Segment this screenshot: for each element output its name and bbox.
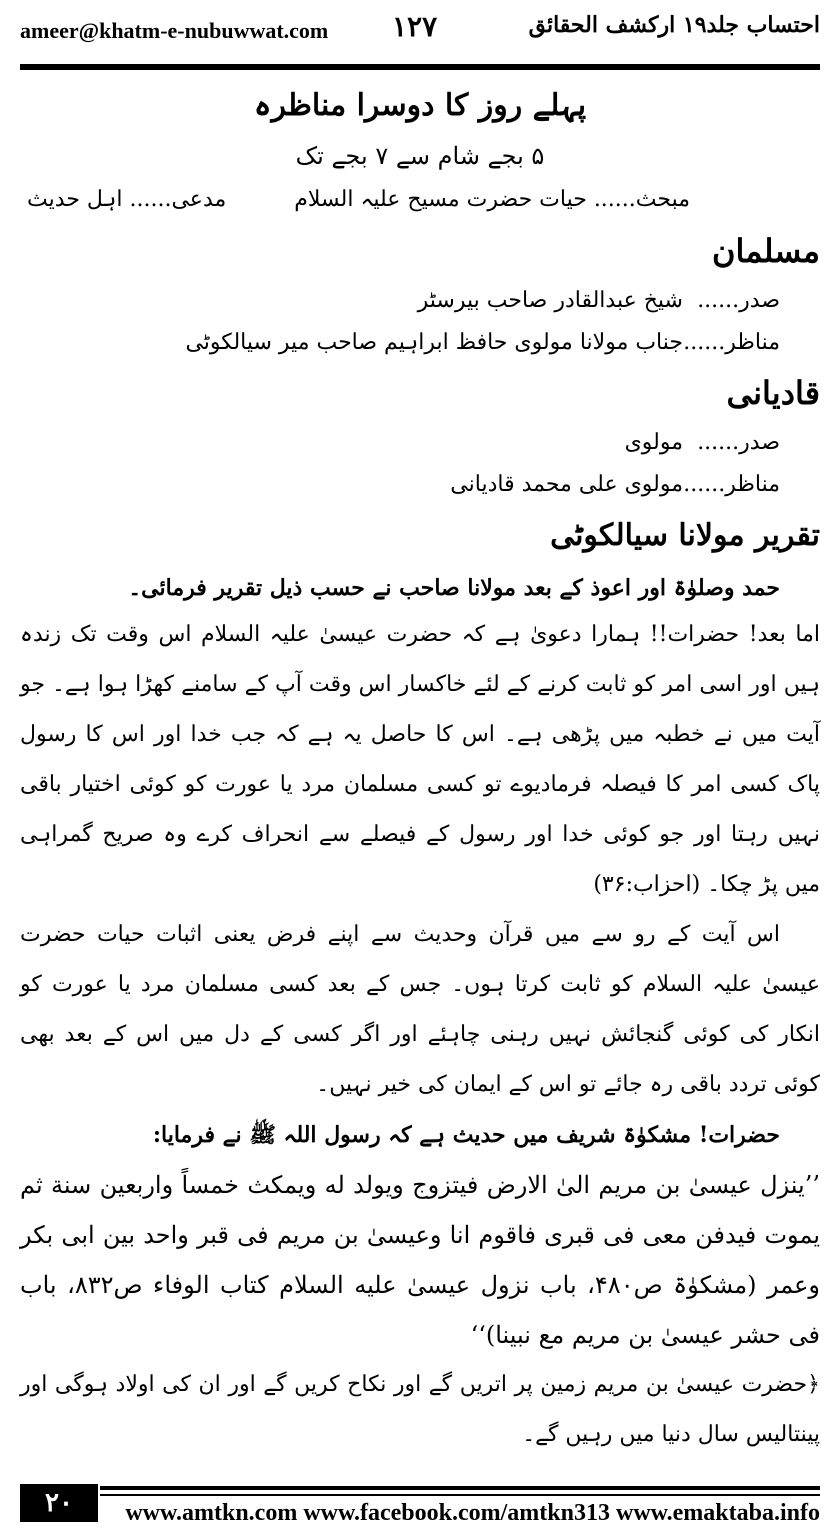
qadiani-president-value: مولوی [624, 430, 683, 455]
hadith-translation: ﴿حضرت عیسیٰ بن مریم زمین پر اتریں گے اور نکاح کریں گے اور ان کی اولاد ہوگی اور پینتالیس سال دنیا میں رہیں گے۔ [20, 1372, 820, 1447]
muslim-president-row [20, 280, 820, 322]
speech-paragraph-1: اما بعد! حضرات!! ہمارا دعویٰ ہے کہ حضرت عیسیٰ علیہ السلام اس وقت تک زندہ ہیں اور اسی امر کو ثابت کرنے کے لئے خاکسار اس وقت آپ کے سامنے کھڑا ہوا ہے۔ جو آیت میں نے خطبہ میں پڑھی ہے۔ اس کا حاصل یہ ہے کہ جب خدا اور اس کا رسول پاک کسی امر کا فیصلہ فرمادیوے تو کسی مسلمان مرد یا عورت کو کوئی اختیار باقی نہیں رہتا اور جو کوئی خدا اور رسول کے فیصلے سے انحراف کرے وہ صریح گمراہی میں پڑ چکا۔ (احزاب:۳۶) [20, 622, 820, 897]
debate-time: ۵ بجے شام سے ۷ بجے تک [295, 142, 545, 170]
header-rule [20, 64, 820, 70]
hadith-intro: حضرات! مشکوٰۃ شریف میں حدیث ہے کہ رسول اللہ ﷺ نے فرمایا: [152, 1122, 780, 1148]
qadiani-debater-value: مولوی علی محمد قادیانی [450, 472, 683, 497]
header-page-number: ۱۲۷ [392, 10, 438, 43]
hadith-arabic-text: ’’ینزل عیسیٰ بن مریم الیٰ الارض فیتزوج ویولد له ویمکث خمساً واربعین سنة ثم یموت فیدفن معی فی قبری فاقوم انا وعیسیٰ بن مریم فی قبر واحد بین ابی بکر وعمر (مشکوٰۃ ص۴۸۰، باب نزول عیسیٰ علیه السلام کتاب الوفاء ص۸۳۲، باب فی حشر عیسیٰ بن مریم مع نبینا)‘‘ [20, 1171, 820, 1349]
muslim-debater-value: جناب مولانا مولوی حافظ ابراہیم صاحب میر سیالکوٹی [185, 330, 683, 355]
qadiani-debater-row [20, 464, 820, 506]
footer-rule-thin [100, 1494, 820, 1496]
qadiani-heading: قادیانی [726, 374, 820, 412]
header-series-title: احتساب جلد۱۹ ارکشف الحقائق [528, 12, 820, 38]
footer-page-number: ۲۰ [20, 1484, 98, 1522]
muslim-heading: مسلمان [711, 232, 820, 270]
qadiani-president-row [20, 422, 820, 464]
claimant-label: مدعی...... [129, 187, 227, 212]
muslim-debater-row [20, 322, 820, 364]
qadiani-president-label: صدر...... [697, 430, 780, 455]
muslim-debater-label: مناظر...... [683, 330, 780, 355]
speech-heading: تقریر مولانا سیالکوٹی [550, 518, 820, 553]
qadiani-debater-label: مناظر...... [683, 472, 780, 497]
speech-paragraph-2: اس آیت کے رو سے میں قرآن وحدیث سے اپنے فرض یعنی اثبات حیات حضرت عیسیٰ علیہ السلام کو ثابت کرتا ہوں۔ جس کے بعد کسی مسلمان مرد یا عورت کو انکار کی کوئی گنجائش نہیں رہنی چاہئے اور اگر کسی کے دل میں اس کے بعد بھی کوئی تردد باقی رہ جائے تو اس کے ایمان کی خیر نہیں۔ [20, 922, 820, 1097]
topic-value: حیات حضرت مسیح علیہ السلام [294, 187, 587, 212]
page-content [20, 78, 820, 1460]
muslim-president-label: صدر...... [697, 288, 780, 313]
page-header [20, 10, 820, 46]
debate-title: پہلے روز کا دوسرا مناظرہ [253, 88, 587, 123]
header-email: ameer@khatm-e-nubuwwat.com [20, 18, 329, 43]
debate-topic-line [20, 178, 820, 222]
muslim-president-value: شیخ عبدالقادر صاحب بیرسٹر [417, 288, 683, 313]
claimant-value: اہل حدیث [26, 187, 123, 212]
footer-links: www.amtkn.com www.facebook.com/amtkn313 www.emaktaba.info [125, 1500, 820, 1526]
speech-intro: حمد وصلوٰۃ اور اعوذ کے بعد مولانا صاحب نے حسب ذیل تقریر فرمائی۔ [128, 575, 780, 601]
topic-label: مبحث...... [593, 187, 690, 212]
footer-rule [100, 1486, 820, 1490]
